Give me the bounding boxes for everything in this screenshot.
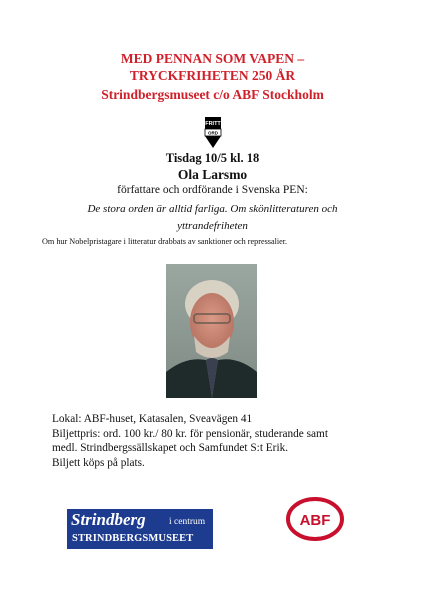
abf-logo <box>283 482 347 557</box>
speaker-role: författare och ordförande i Svenska PEN: <box>117 184 308 196</box>
svg-text:FRITT: FRITT <box>205 121 221 127</box>
speaker-photo <box>166 264 257 398</box>
heading-line-3: Strindbergsmuseet c/o ABF Stockholm <box>101 87 324 102</box>
price-text-2: medl. Strindbergssällskapet och Samfundet S:t Erik. <box>52 442 289 454</box>
talk-description: Om hur Nobelpristagare i litteratur drabbats av sanktioner och repressalier. <box>42 237 288 246</box>
speaker-name: Ola Larsmo <box>177 167 248 182</box>
abf-logo-text: ABF <box>299 512 331 529</box>
talk-title <box>0 201 425 235</box>
price-text-1: Biljettpris: ord. 100 kr./ 80 kr. för pensionär, studerande samt <box>52 427 328 440</box>
tickets-text: Biljett köps på plats. <box>52 456 145 469</box>
talk-title-line-2: yttrandefriheten <box>177 220 248 232</box>
talk-title-line-1: De stora orden är alltid farliga. Om skönlitteraturen och <box>87 203 338 215</box>
heading-line-1: MED PENNAN SOM VAPEN – <box>120 51 305 66</box>
strindberg-logo-sub: i centrum <box>169 517 206 527</box>
venue-text: Lokal: ABF-huset, Katasalen, Sveavägen 41 <box>52 413 253 425</box>
fritt-ord-logo <box>202 117 224 149</box>
strindberg-logo-museum: STRINDBERGSMUSEET <box>72 533 194 544</box>
svg-text:ORD: ORD <box>208 130 218 136</box>
event-date: Tisdag 10/5 kl. 18 <box>165 151 260 165</box>
heading-line-2: TRYCKFRIHETEN 250 ÅR <box>129 68 296 83</box>
strindberg-logo-name: Strindberg <box>71 510 146 529</box>
event-info <box>52 412 372 470</box>
strindberg-museum-logo <box>67 509 213 549</box>
